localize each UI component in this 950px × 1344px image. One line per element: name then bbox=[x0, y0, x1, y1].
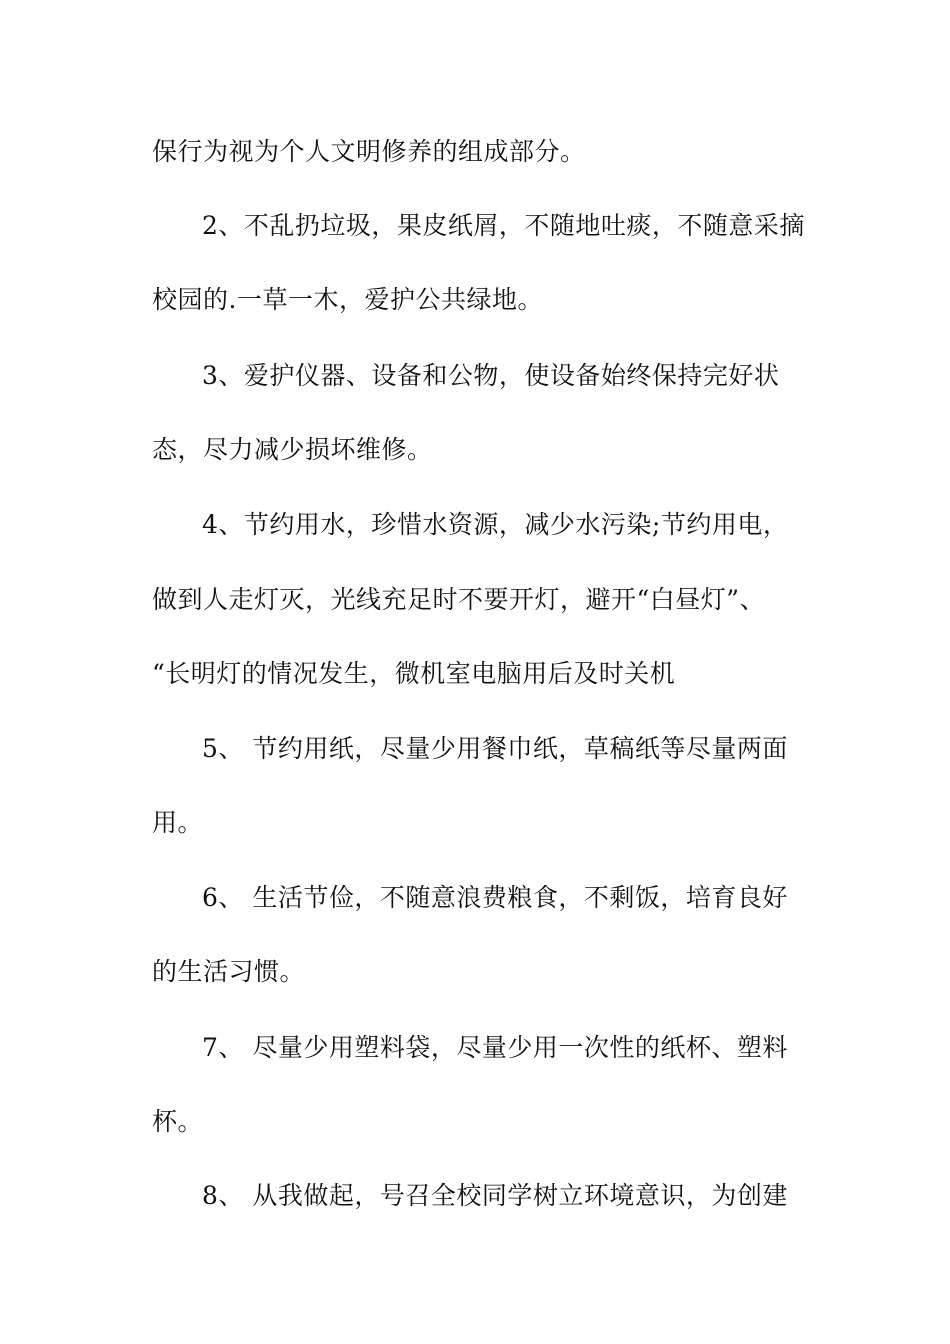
paragraph-line: 用。 bbox=[152, 808, 204, 837]
paragraph-line: 5、 节约用纸，尽量少用餐巾纸，草稿纸等尽量两面 bbox=[202, 734, 788, 763]
paragraph-line: 校园的.一草一木，爱护公共绿地。 bbox=[152, 285, 543, 314]
paragraph-line: 3、爱护仪器、设备和公物，使设备始终保持完好状 bbox=[202, 361, 780, 390]
paragraph-line: 态，尽力减少损坏维修。 bbox=[152, 435, 433, 464]
paragraph-line: 4、节约用水，珍惜水资源，减少水污染;节约用电， bbox=[202, 510, 789, 539]
paragraph-line: 的生活习惯。 bbox=[152, 957, 306, 986]
paragraph-line: 杯。 bbox=[152, 1107, 204, 1136]
paragraph-line: 7、 尽量少用塑料袋，尽量少用一次性的纸杯、塑料 bbox=[202, 1033, 788, 1062]
paragraph-line: 保行为视为个人文明修养的组成部分。 bbox=[152, 137, 586, 166]
paragraph-line: 8、 从我做起，号召全校同学树立环境意识，为创建 bbox=[202, 1181, 788, 1210]
paragraph-line: 做到人走灯灭，光线充足时不要开灯，避开“白昼灯”、 bbox=[152, 585, 766, 614]
paragraph-line: 6、 生活节俭，不随意浪费粮食，不剩饭，培育良好 bbox=[202, 883, 788, 912]
paragraph-line: “长明灯的情况发生，微机室电脑用后及时关机 bbox=[152, 659, 676, 688]
paragraph-line: 2、不乱扔垃圾，果皮纸屑，不随地吐痰，不随意采摘 bbox=[202, 211, 805, 240]
